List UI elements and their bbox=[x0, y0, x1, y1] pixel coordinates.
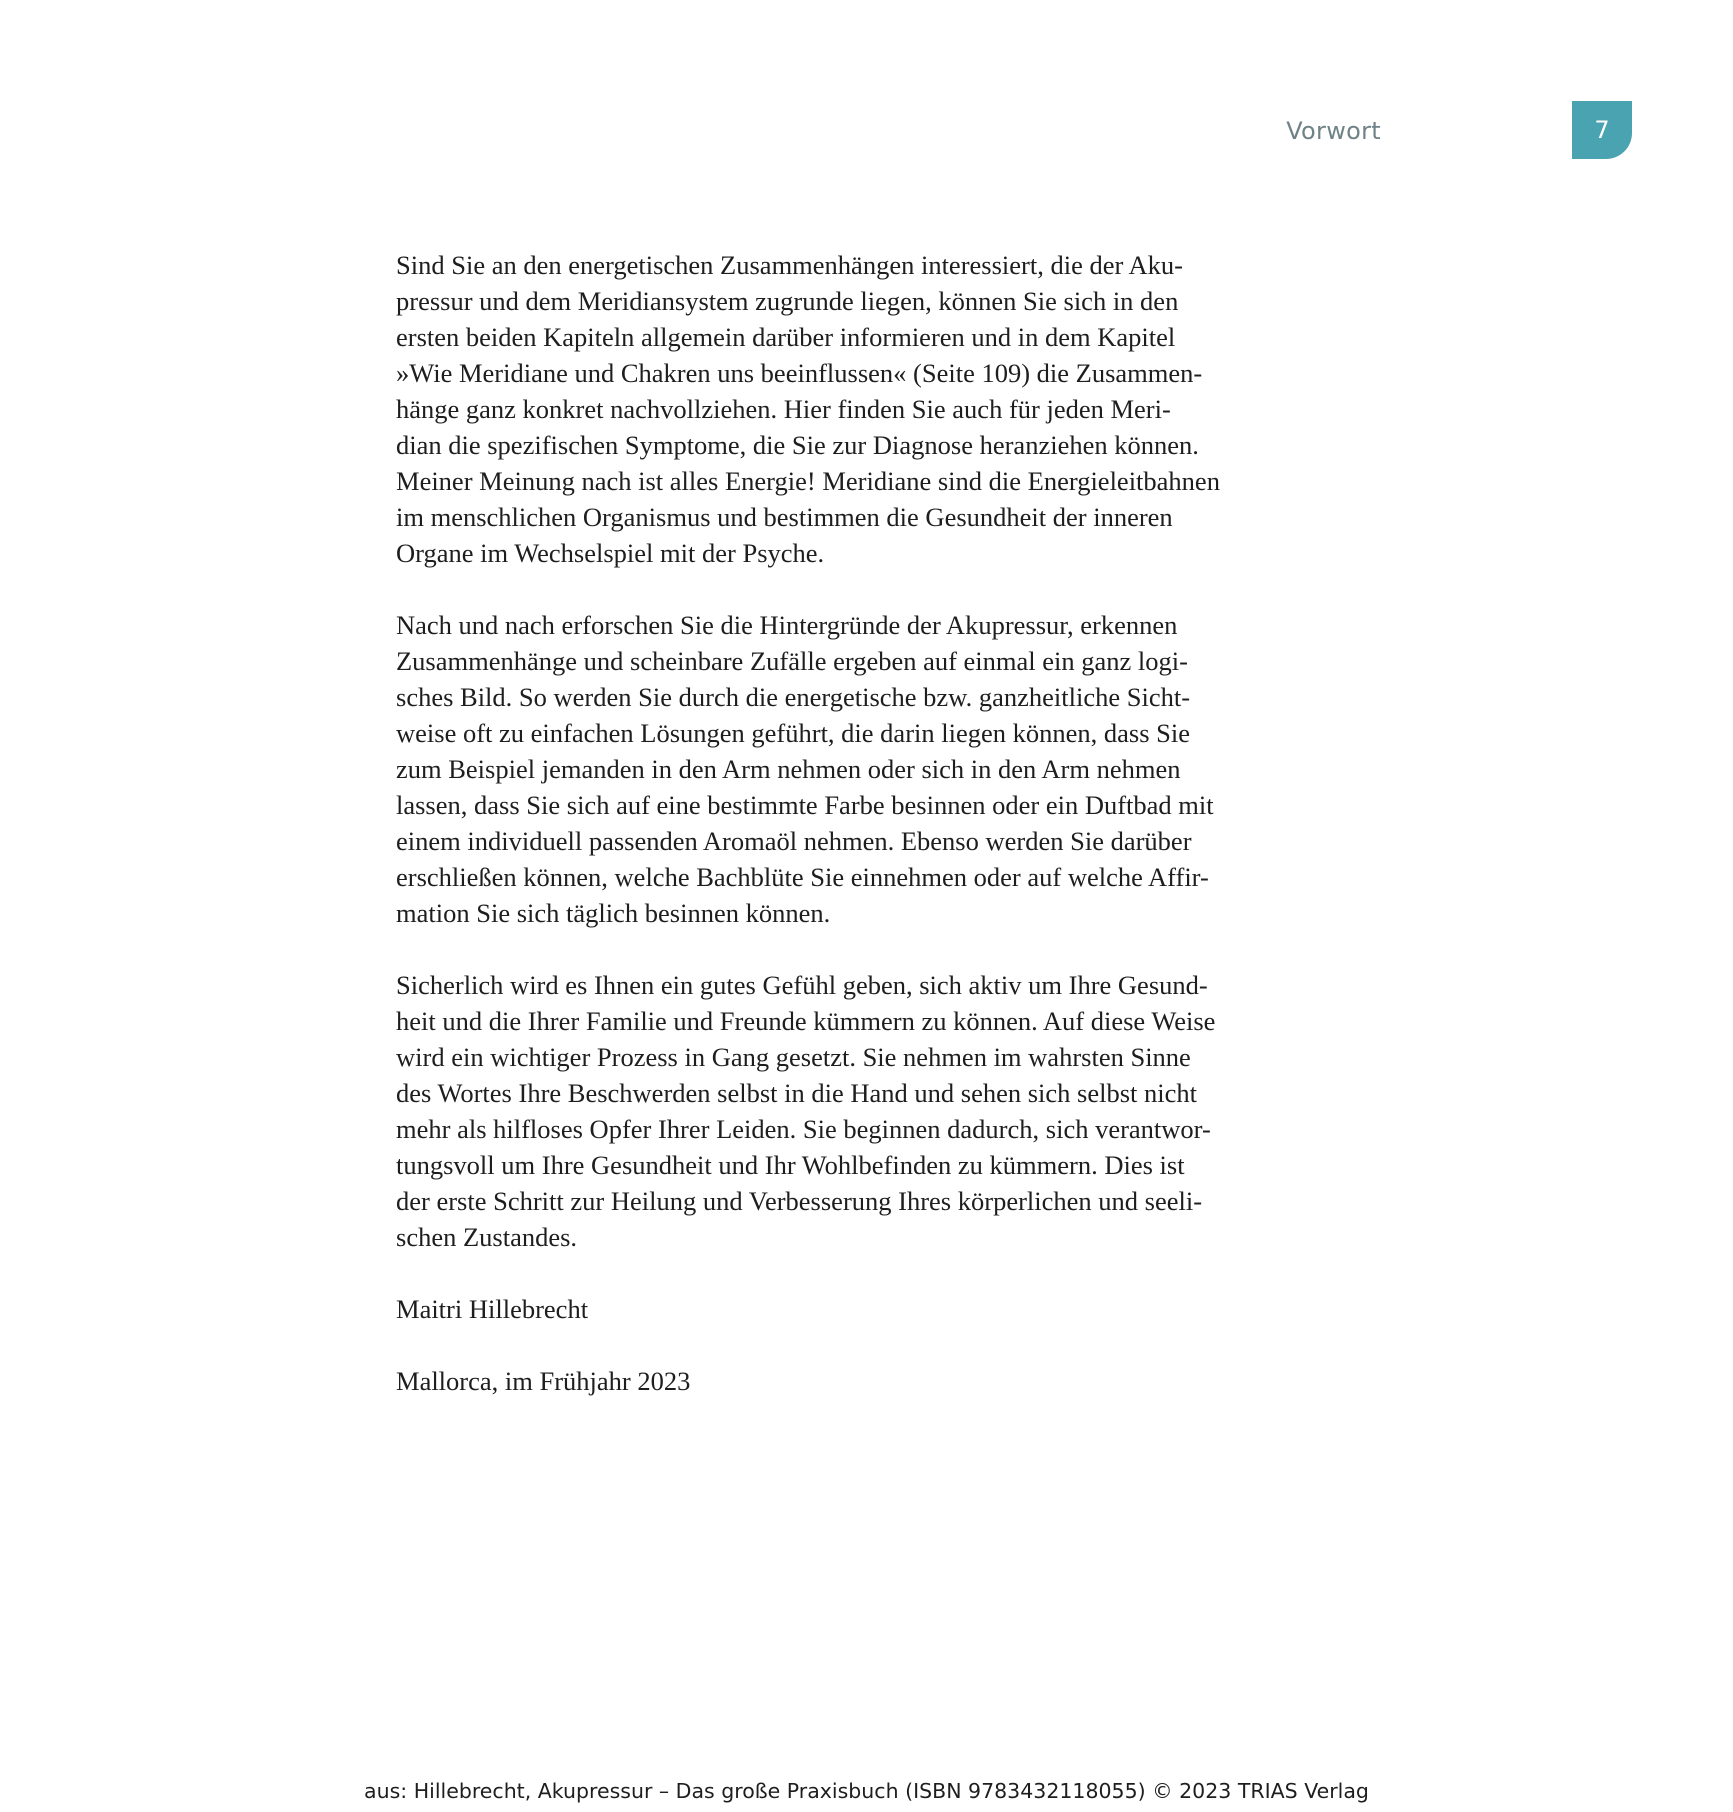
author-name: Maitri Hillebrecht bbox=[396, 1294, 589, 1324]
text-line: Sicherlich wird es Ihnen ein gutes Gefühl geben, sich aktiv um Ihre Gesund- bbox=[396, 970, 1208, 1000]
text-line: sches Bild. So werden Sie durch die energetische bzw. ganzheitliche Sicht- bbox=[396, 682, 1191, 712]
text-line: weise oft zu einfachen Lösungen geführt, die darin liegen können, dass Sie bbox=[396, 718, 1191, 748]
text-line: wird ein wichtiger Prozess in Gang gesetzt. Sie nehmen im wahrsten Sinne bbox=[396, 1042, 1191, 1072]
text-line: mation Sie sich täglich besinnen können. bbox=[396, 898, 831, 928]
text-line: erschließen können, welche Bachblüte Sie einnehmen oder auf welche Affir- bbox=[396, 862, 1209, 892]
running-header-section-title: Vorwort bbox=[1286, 117, 1381, 145]
text-line: heit und die Ihrer Familie und Freunde kümmern zu können. Auf diese Weise bbox=[396, 1006, 1216, 1036]
text-line: einem individuell passenden Aromaöl nehmen. Ebenso werden Sie darüber bbox=[396, 826, 1192, 856]
footer-source-citation: aus: Hillebrecht, Akupressur – Das große Praxisbuch (ISBN 9783432118055) © 2023 TRIAS Verlag bbox=[364, 1779, 1369, 1803]
text-line: pressur und dem Meridiansystem zugrunde liegen, können Sie sich in den bbox=[396, 286, 1179, 316]
place-and-date bbox=[396, 1363, 1296, 1399]
text-line: im menschlichen Organismus und bestimmen die Gesundheit der inneren bbox=[396, 502, 1173, 532]
page-number-tab bbox=[1572, 101, 1632, 159]
text-line: der erste Schritt zur Heilung und Verbesserung Ihres körperlichen und seeli- bbox=[396, 1186, 1203, 1216]
text-line: Sind Sie an den energetischen Zusammenhängen interessiert, die der Aku- bbox=[396, 250, 1183, 280]
page-number: 7 bbox=[1594, 116, 1610, 144]
paragraph-energy-context bbox=[396, 247, 1296, 571]
text-line: ersten beiden Kapiteln allgemein darüber informieren und in dem Kapitel bbox=[396, 322, 1176, 352]
text-line: »Wie Meridiane und Chakren uns beeinflussen« (Seite 109) die Zusammen- bbox=[396, 358, 1203, 388]
text-line: Nach und nach erforschen Sie die Hintergründe der Akupressur, erkennen bbox=[396, 610, 1178, 640]
text-line: tungsvoll um Ihre Gesundheit und Ihr Wohlbefinden zu kümmern. Dies ist bbox=[396, 1150, 1185, 1180]
text-line: Zusammenhänge und scheinbare Zufälle ergeben auf einmal ein ganz logi- bbox=[396, 646, 1188, 676]
body-text bbox=[396, 247, 1296, 1435]
text-line: mehr als hilfloses Opfer Ihrer Leiden. Sie beginnen dadurch, sich verantwor- bbox=[396, 1114, 1211, 1144]
text-line: des Wortes Ihre Beschwerden selbst in die Hand und sehen sich selbst nicht bbox=[396, 1078, 1198, 1108]
text-line: schen Zustandes. bbox=[396, 1222, 578, 1252]
author-signature bbox=[396, 1291, 1296, 1327]
text-line: zum Beispiel jemanden in den Arm nehmen oder sich in den Arm nehmen bbox=[396, 754, 1181, 784]
text-line: lassen, dass Sie sich auf eine bestimmte Farbe besinnen oder ein Duftbad mit bbox=[396, 790, 1214, 820]
text-line: Meiner Meinung nach ist alles Energie! Meridiane sind die Energieleitbahnen bbox=[396, 466, 1220, 496]
text-line: dian die spezifischen Symptome, die Sie zur Diagnose heranziehen können. bbox=[396, 430, 1199, 460]
text-line: hänge ganz konkret nachvollziehen. Hier finden Sie auch für jeden Meri- bbox=[396, 394, 1171, 424]
paragraph-self-care bbox=[396, 967, 1296, 1255]
place-date-line: Mallorca, im Frühjahr 2023 bbox=[396, 1366, 691, 1396]
text-line: Organe im Wechselspiel mit der Psyche. bbox=[396, 538, 825, 568]
paragraph-background-exploration bbox=[396, 607, 1296, 931]
